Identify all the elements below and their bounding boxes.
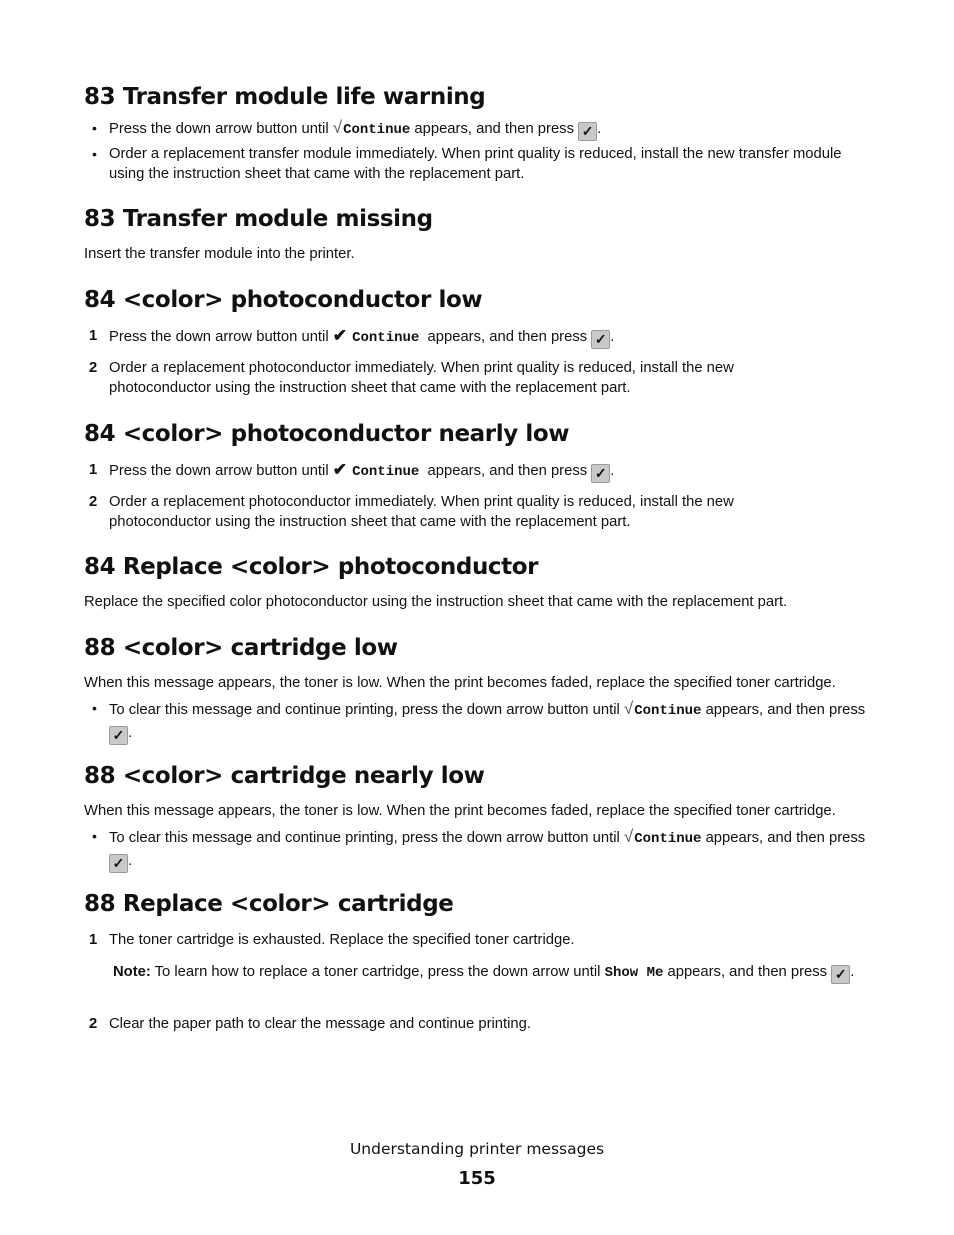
punctuation: . xyxy=(597,121,602,137)
step-number: 2 xyxy=(89,360,98,376)
note-label: Note: xyxy=(113,964,151,980)
section-intro: When this message appears, the toner is low. When the print becomes faded, replace the specified toner cartridge. xyxy=(84,675,836,691)
list-item xyxy=(84,118,874,141)
bullet-marker: • xyxy=(92,146,97,162)
display-message-code: Continue xyxy=(343,122,411,138)
step-number: 2 xyxy=(89,494,98,510)
list-item xyxy=(84,326,874,349)
section-intro: Insert the transfer module into the printer. xyxy=(84,246,355,262)
select-button-icon: ✓ xyxy=(578,122,597,141)
item-text: appears, and then press xyxy=(701,830,866,846)
punctuation: . xyxy=(128,853,133,869)
footer-chapter-title: Understanding printer messages xyxy=(349,1140,605,1158)
note-text: To learn how to replace a toner cartridge, press the down arrow until xyxy=(150,964,605,980)
item-text: appears, and then press xyxy=(419,329,592,345)
punctuation: . xyxy=(610,463,615,479)
item-text: appears, and then press xyxy=(410,121,579,137)
item-text: appears, and then press xyxy=(419,463,592,479)
item-text: Press the down arrow button until xyxy=(109,329,333,345)
section-intro: When this message appears, the toner is low. When the print becomes faded, replace the specified toner cartridge. xyxy=(84,803,836,819)
item-text: Press the down arrow button until xyxy=(109,121,333,137)
select-button-icon: ✓ xyxy=(109,726,128,745)
punctuation: . xyxy=(610,329,615,345)
select-button-icon: ✓ xyxy=(109,854,128,873)
item-text: Press the down arrow button until xyxy=(109,463,333,479)
item-text: Order a replacement transfer module immediately. When print quality is reduced, install the new transfer module using the instruction sheet that came with the replacement part. xyxy=(109,146,842,182)
display-message-code: Continue xyxy=(352,330,420,346)
item-text: Order a replacement photoconductor immediately. When print quality is reduced, install the new photoconductor using the instruction sheet that came with the replacement part. xyxy=(109,494,734,530)
section-heading: 88 Replace <color> cartridge xyxy=(84,891,454,917)
item-text: The toner cartridge is exhausted. Replace the specified toner cartridge. xyxy=(109,932,575,948)
list-item xyxy=(84,460,874,483)
list-item xyxy=(84,358,874,398)
note-text: appears, and then press xyxy=(663,964,832,980)
item-text: To clear this message and continue printing, press the down arrow button until xyxy=(109,702,624,718)
list-item xyxy=(84,826,874,873)
display-message-code: Continue xyxy=(634,703,702,719)
punctuation: . xyxy=(850,964,855,980)
page-number: 155 xyxy=(458,1168,496,1189)
step-number: 1 xyxy=(89,328,98,344)
item-text: appears, and then press xyxy=(701,702,866,718)
punctuation: . xyxy=(128,725,133,741)
display-message-code: Continue xyxy=(352,464,420,480)
note xyxy=(113,961,873,984)
section-heading: 88 <color> cartridge nearly low xyxy=(84,763,485,789)
check-mark-icon: ✔ xyxy=(332,460,347,479)
step-number: 1 xyxy=(89,462,98,478)
section-heading: 84 Replace <color> photoconductor xyxy=(84,554,539,580)
select-button-icon: ✓ xyxy=(591,330,610,349)
list-item xyxy=(84,492,874,532)
step-number: 1 xyxy=(89,932,98,948)
section-heading: 83 Transfer module life warning xyxy=(84,84,486,110)
list-item xyxy=(84,930,874,950)
list-item xyxy=(84,698,874,745)
check-mark-icon: √ xyxy=(623,699,634,718)
section-heading: 88 <color> cartridge low xyxy=(84,635,398,661)
item-text: To clear this message and continue printing, press the down arrow button until xyxy=(109,830,624,846)
select-button-icon: ✓ xyxy=(831,965,850,984)
display-message-code: Continue xyxy=(634,831,702,847)
section-heading: 84 <color> photoconductor nearly low xyxy=(84,421,570,447)
list-item xyxy=(84,1014,874,1034)
section-intro: Replace the specified color photoconductor using the instruction sheet that came with the replacement part. xyxy=(84,594,788,610)
select-button-icon: ✓ xyxy=(591,464,610,483)
item-text: Order a replacement photoconductor immediately. When print quality is reduced, install the new photoconductor using the instruction sheet that came with the replacement part. xyxy=(109,360,734,396)
check-mark-icon: ✔ xyxy=(332,326,347,345)
bullet-marker: • xyxy=(92,700,97,716)
list-item xyxy=(84,144,874,184)
display-message-code: Show Me xyxy=(604,965,664,981)
section-heading: 83 Transfer module missing xyxy=(84,206,433,232)
section-heading: 84 <color> photoconductor low xyxy=(84,287,483,313)
item-text: Clear the paper path to clear the message and continue printing. xyxy=(109,1016,531,1032)
bullet-marker: • xyxy=(92,828,97,844)
check-mark-icon: √ xyxy=(332,118,343,137)
bullet-marker: • xyxy=(92,120,97,136)
step-number: 2 xyxy=(89,1016,98,1032)
check-mark-icon: √ xyxy=(623,827,634,846)
